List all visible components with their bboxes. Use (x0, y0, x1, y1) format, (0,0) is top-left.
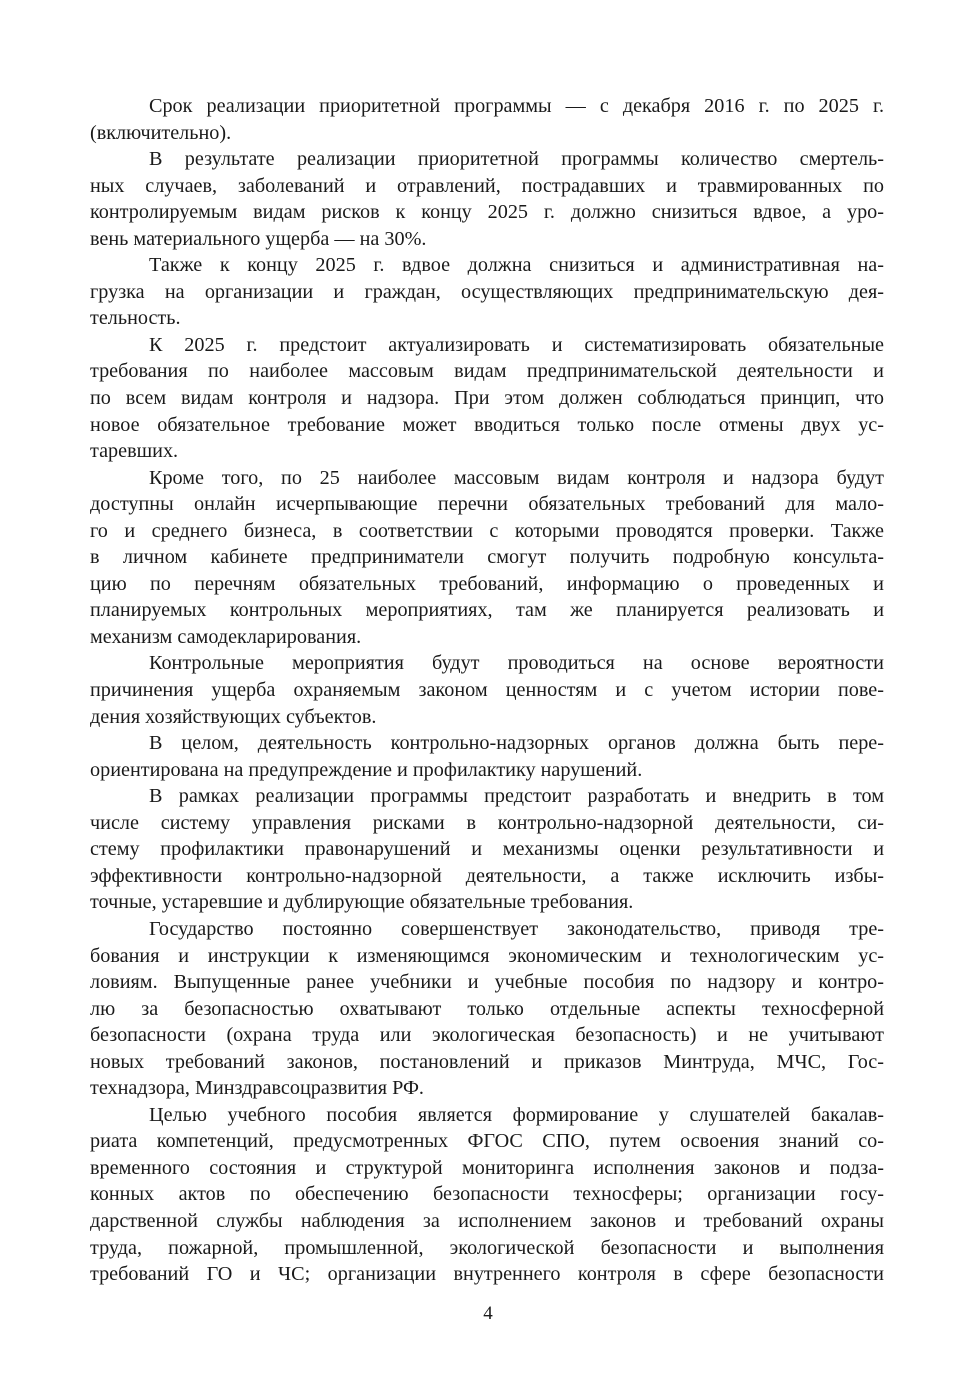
paragraph (90, 916, 884, 1102)
paragraph (90, 1102, 884, 1288)
text-line: планируемых контрольных мероприятиях, там же планируется реализовать и (90, 599, 884, 622)
text-line: безопасности (охрана труда или экологическая безопасность) и не учитывают (90, 1024, 884, 1047)
text-line: (включительно). (90, 121, 232, 144)
text-line: Контрольные мероприятия будут проводиться на основе вероятности (149, 652, 884, 675)
text-line: го и среднего бизнеса, в соответствии с которыми проводятся проверки. Также (90, 519, 884, 542)
text-line: стему профилактики правонарушений и механизмы оценки результативности и (90, 838, 884, 861)
text-line: ориентирована на предупреждение и профилактику нарушений. (90, 758, 643, 781)
text-line: технадзора, Минздравсоцразвития РФ. (90, 1077, 424, 1100)
text-line: В целом, деятельность контрольно-надзорных органов должна быть пере- (149, 732, 884, 755)
page-body (90, 93, 884, 1288)
text-line: доступны онлайн исчерпывающие перечни обязательных требований для мало- (90, 493, 884, 516)
text-line: новых требований законов, постановлений и приказов Минтруда, МЧС, Гос- (90, 1050, 884, 1073)
text-line: В рамках реализации программы предстоит разработать и внедрить в том (149, 785, 884, 808)
text-line: дарственной службы наблюдения за исполнением законов и требований охраны (90, 1209, 884, 1232)
text-line: Кроме того, по 25 наиболее массовым видам контроля и надзора будут (149, 466, 884, 489)
text-line: труда, пожарной, промышленной, экологической безопасности и выполнения (90, 1236, 884, 1259)
paragraph (90, 465, 884, 651)
text-line: точные, устаревшие и дублирующие обязательные требования. (90, 891, 634, 914)
text-line: риата компетенций, предусмотренных ФГОС СПО, путем освоения знаний со- (90, 1130, 884, 1153)
text-line: эффективности контрольно-надзорной деятельности, а также исключить избы- (90, 864, 884, 887)
text-line: причинения ущерба охраняемым законом ценностям и с учетом истории пове- (90, 679, 884, 702)
text-line: временного состояния и структурой мониторинга исполнения законов и подза- (90, 1156, 884, 1179)
text-line: таревших. (90, 440, 179, 463)
text-line: дения хозяйствующих субъектов. (90, 705, 377, 728)
paragraph (90, 252, 884, 332)
text-line: бования и инструкции к изменяющимся экономическим и технологическим ус- (90, 944, 884, 967)
text-line: конных актов по обеспечению безопасности техносферы; организации госу- (90, 1183, 884, 1206)
text-line: в личном кабинете предприниматели смогут получить подробную консульта- (90, 546, 884, 569)
paragraph (90, 650, 884, 730)
text-line: требований ГО и ЧС; организации внутреннего контроля в сфере безопасности (90, 1263, 884, 1286)
text-line: К 2025 г. предстоит актуализировать и систематизировать обязательные (149, 333, 884, 356)
text-line: грузка на организации и граждан, осуществляющих предпринимательскую дея- (90, 280, 884, 303)
page-number: 4 (483, 1303, 493, 1324)
text-line: Целью учебного пособия является формирование у слушателей бакалав- (149, 1103, 884, 1126)
text-line: Также к концу 2025 г. вдвое должна снизиться и административная на- (149, 254, 884, 277)
text-line: лю за безопасностью охватывают только отдельные аспекты техносферной (90, 997, 884, 1020)
text-line: цию по перечням обязательных требований, информацию о проведенных и (90, 572, 884, 595)
text-line: по всем видам контроля и надзора. При этом должен соблюдаться принцип, что (90, 387, 884, 410)
paragraph (90, 783, 884, 916)
text-line: тельность. (90, 307, 181, 330)
text-line: требования по наиболее массовым видам предпринимательской деятельности и (90, 360, 884, 383)
text-line: механизм самодекларирования. (90, 625, 362, 648)
text-line: числе систему управления рисками в контрольно-надзорной деятельности, си- (90, 811, 884, 834)
text-line: В результате реализации приоритетной программы количество смертель- (149, 148, 884, 171)
text-line: вень материального ущерба — на 30%. (90, 227, 427, 250)
text-line: Государство постоянно совершенствует законодательство, приводя тре- (149, 917, 884, 940)
text-line: контролируемым видам рисков к концу 2025 г. должно снизиться вдвое, а уро- (90, 201, 884, 224)
text-line: ных случаев, заболеваний и отравлений, пострадавших и травмированных по (90, 174, 884, 197)
paragraph (90, 146, 884, 252)
text-line: Срок реализации приоритетной программы — с декабря 2016 г. по 2025 г. (149, 95, 884, 117)
text-line: новое обязательное требование может вводиться только после отмены двух ус- (90, 413, 884, 436)
text-line: ловиям. Выпущенные ранее учебники и учебные пособия по надзору и контро- (90, 971, 884, 994)
paragraph (90, 332, 884, 465)
paragraph (90, 730, 884, 783)
paragraph (90, 93, 884, 146)
